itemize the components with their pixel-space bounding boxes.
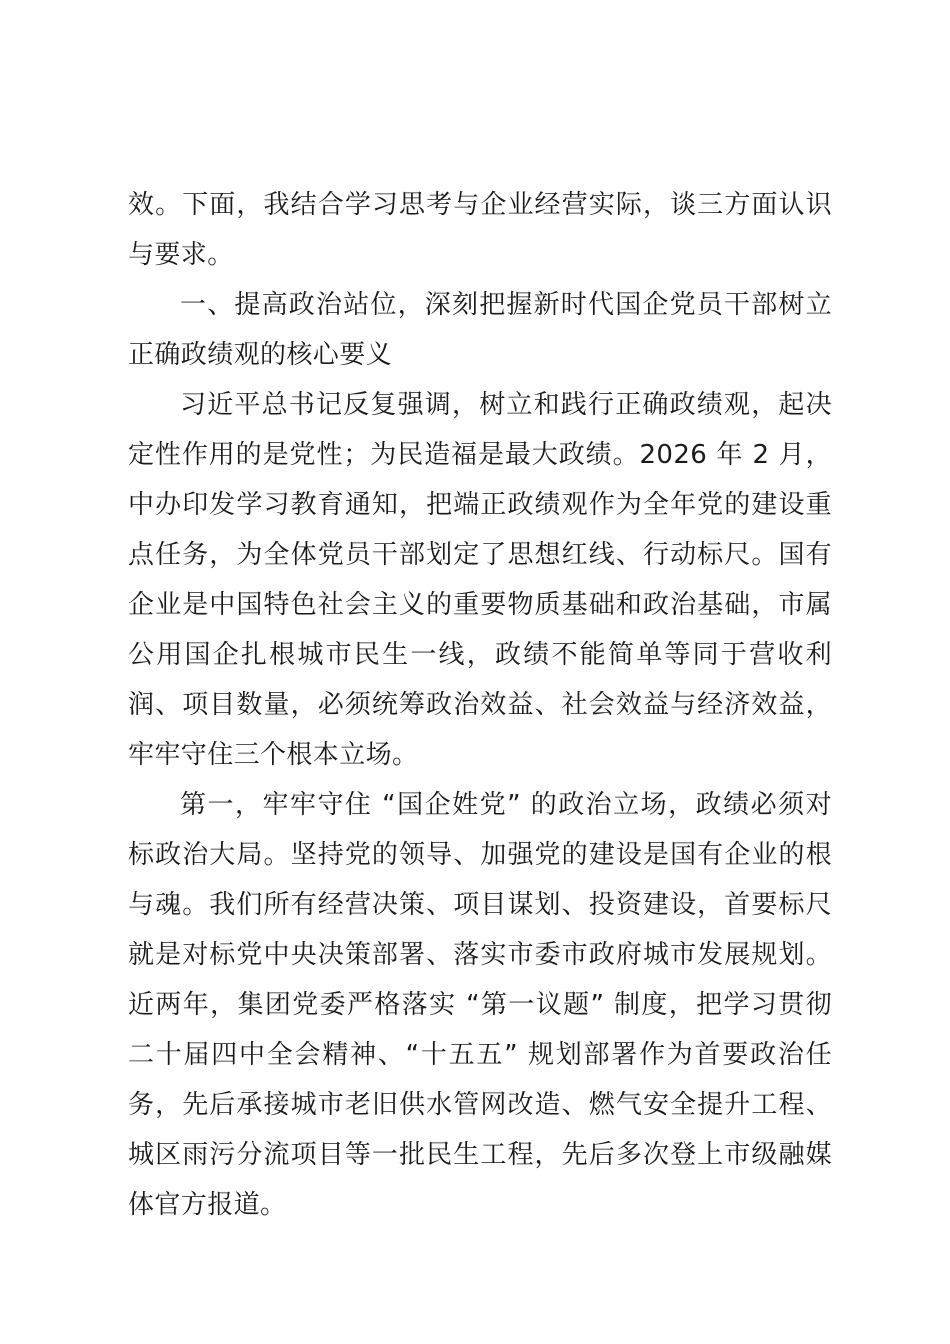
document-body [128,180,832,1230]
paragraph-continuation: 效。下面，我结合学习思考与企业经营实际，谈三方面认识与要求。 [128,190,832,270]
paragraph-body: 第一，牢牢守住 “国企姓党” 的政治立场，政绩必须对标政治大局。坚持党的领导、加强党的建设是国有企业的根与魂。我们所有经营决策、项目谋划、投资建设，首要标尺就是对标党中央决策部署、落实市委市政府城市发展规划。近两年，集团党委严格落实 “第一议题” 制度，把学习贯彻二十届四中全会精神、“十五五” 规划部署作为首要政治任务，先后承接城市老旧供水管网改造、燃气安全提升工程、城区雨污分流项目等一批民生工程，先后多次登上市级融媒体官方报道。 [128,790,832,1220]
section-heading: 一、提高政治站位，深刻把握新时代国企党员干部树立正确政绩观的核心要义 [128,290,832,370]
paragraph-body: 习近平总书记反复强调，树立和践行正确政绩观，起决定性作用的是党性；为民造福是最大政绩。2026 年 2 月，中办印发学习教育通知，把端正政绩观作为全年党的建设重点任务，为全体党员干部划定了思想红线、行动标尺。国有企业是中国特色社会主义的重要物质基础和政治基础，市属公用国企扎根城市民生一线，政绩不能简单等同于营收利润、项目数量，必须统筹政治效益、社会效益与经济效益，牢牢守住三个根本立场。 [128,390,832,770]
